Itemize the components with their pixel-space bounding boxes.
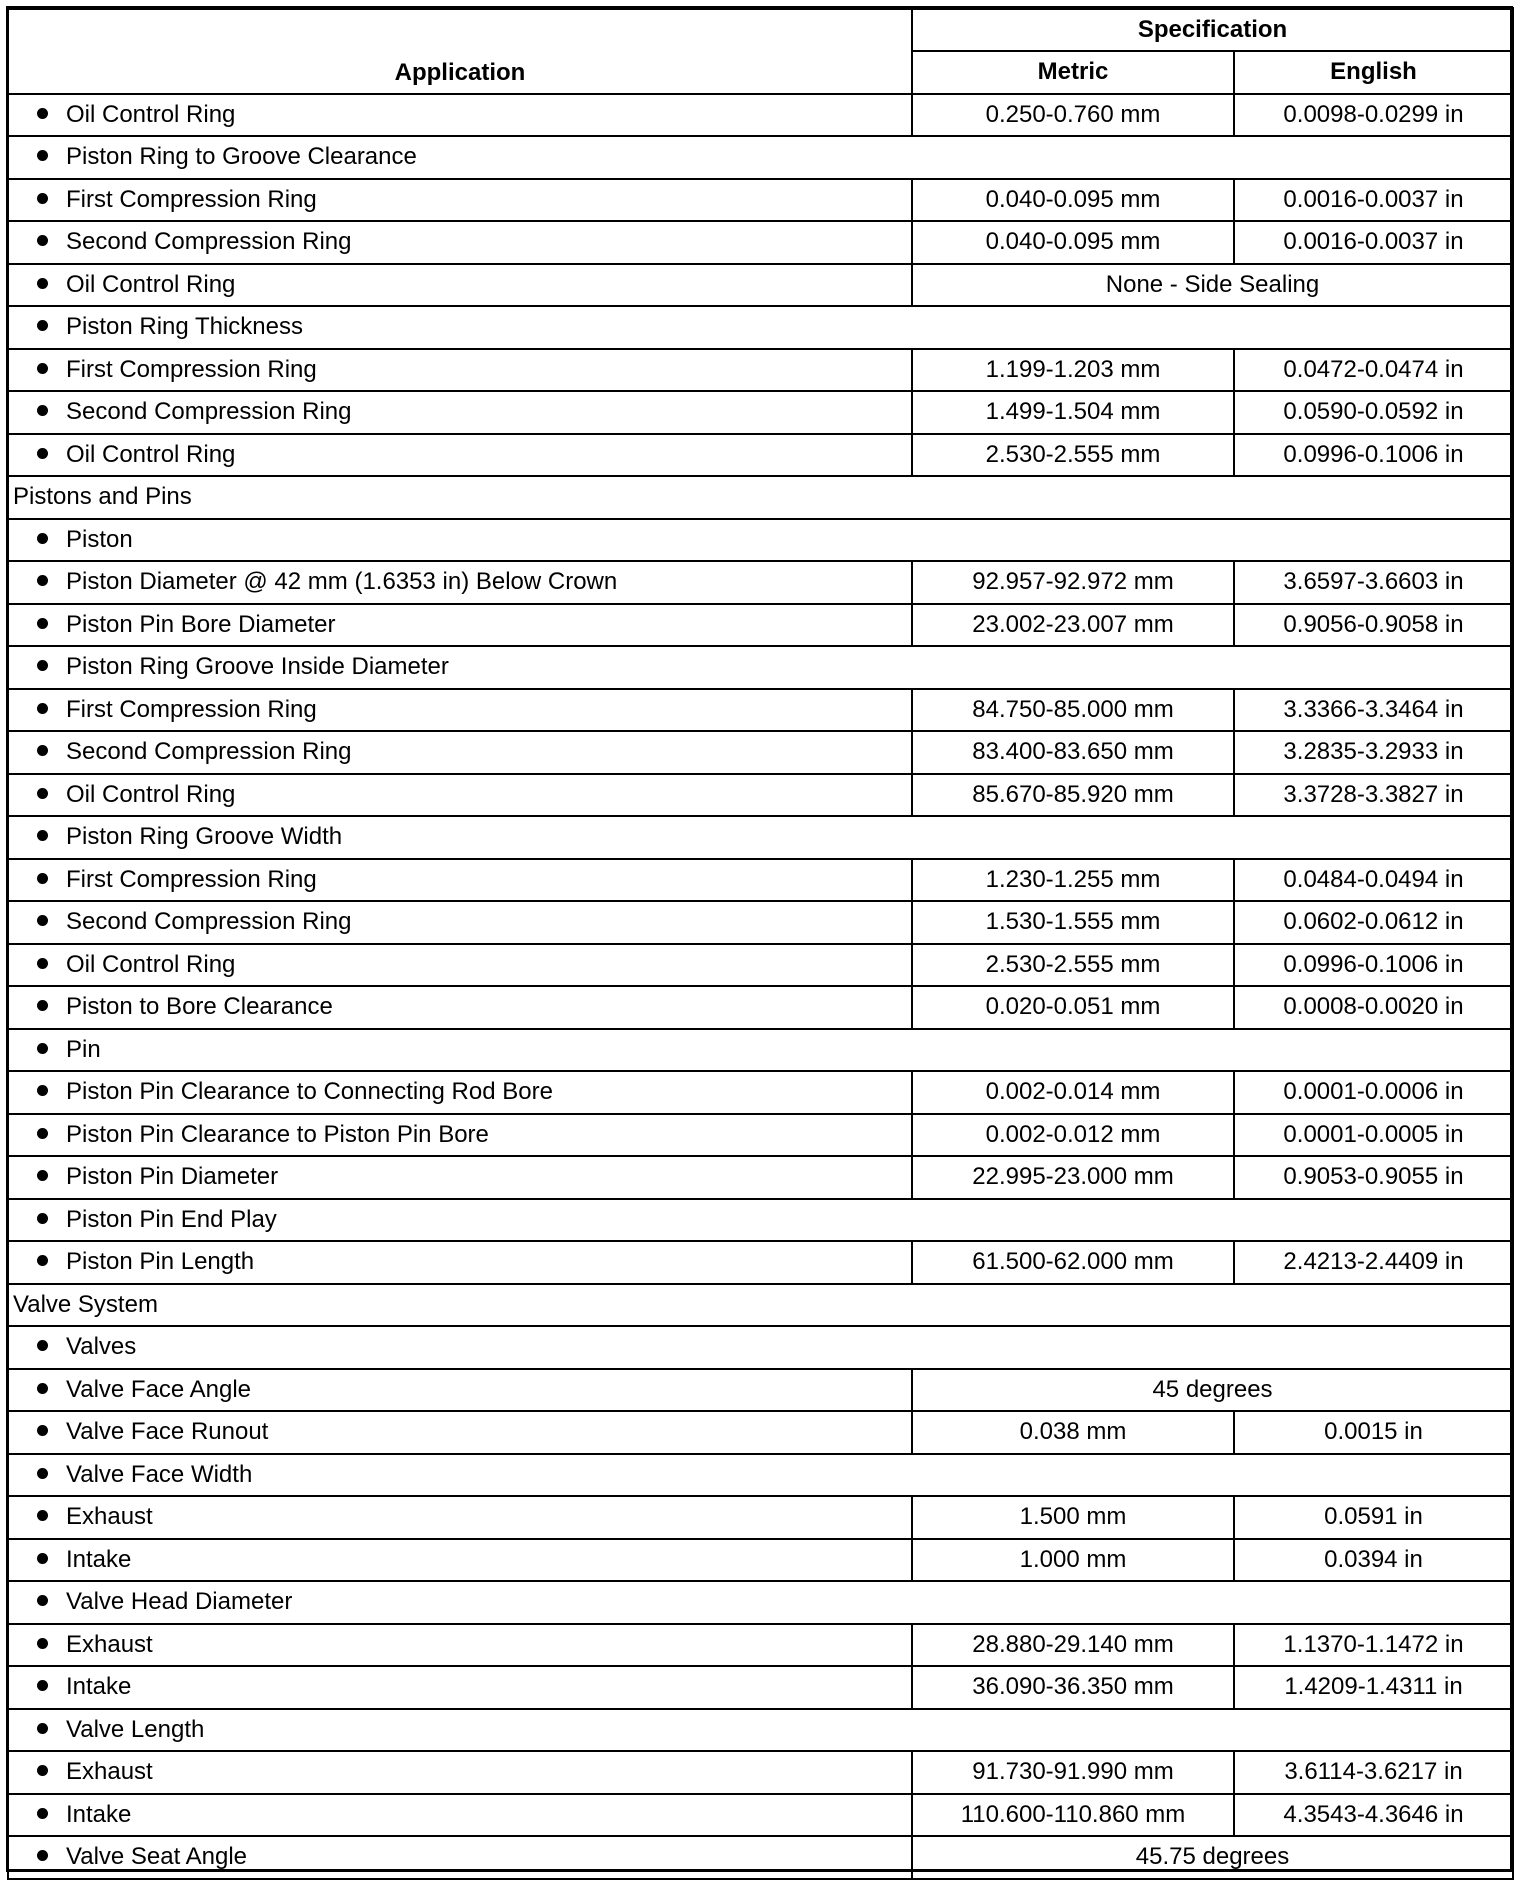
bullet-icon: [37, 1638, 48, 1649]
row-label: Valve System: [13, 1290, 158, 1318]
bullet-icon: [37, 1808, 48, 1819]
bullet-icon: [37, 1553, 48, 1564]
row-label: Valve Seat Angle: [66, 1843, 248, 1871]
row-label-cell: [8, 816, 1513, 859]
bullet-icon: [37, 660, 48, 671]
table-row: [8, 1709, 1513, 1752]
row-label: First Compression Ring: [66, 865, 317, 893]
metric-value: 36.090-36.350 mm: [912, 1666, 1234, 1709]
row-label: Piston Pin Bore Diameter: [66, 610, 336, 638]
bullet-icon: [37, 405, 48, 416]
table-row: [8, 1794, 1513, 1837]
bullet-icon: [37, 1765, 48, 1776]
metric-value: 1.500 mm: [912, 1496, 1234, 1539]
row-label-cell: [8, 94, 912, 137]
row-label-cell: [8, 1199, 1513, 1242]
table-row: [8, 1454, 1513, 1497]
row-label: Valves: [66, 1333, 137, 1361]
row-label: Oil Control Ring: [66, 950, 236, 978]
table-header: [8, 9, 1513, 94]
bullet-icon: [37, 915, 48, 926]
row-label-cell: [8, 1794, 912, 1837]
row-label: Piston Pin Clearance to Connecting Rod Bore: [66, 1078, 553, 1106]
bullet-icon: [37, 1723, 48, 1734]
metric-value: 1.000 mm: [912, 1539, 1234, 1582]
row-label: Pin: [66, 1035, 101, 1063]
row-label: Piston Pin Length: [66, 1248, 255, 1276]
table-row: [8, 731, 1513, 774]
row-label: Exhaust: [66, 1630, 153, 1658]
row-label-cell: [8, 1241, 912, 1284]
row-label-cell: [8, 1411, 912, 1454]
metric-value: 0.040-0.095 mm: [912, 221, 1234, 264]
metric-value: 2.530-2.555 mm: [912, 434, 1234, 477]
row-label-cell: [8, 1114, 912, 1157]
english-value: 3.3366-3.3464 in: [1234, 689, 1513, 732]
table-row: [8, 816, 1513, 859]
row-label-cell: [8, 604, 912, 647]
bullet-icon: [37, 788, 48, 799]
row-label-cell: [8, 1836, 912, 1879]
specification-table: [7, 7, 1514, 1880]
table-row: [8, 519, 1513, 562]
table-row: [8, 646, 1513, 689]
english-value: 0.0590-0.0592 in: [1234, 391, 1513, 434]
row-label: First Compression Ring: [66, 355, 317, 383]
table-row: [8, 1751, 1513, 1794]
row-label-cell: [8, 901, 912, 944]
row-label: Piston Pin Clearance to Piston Pin Bore: [66, 1120, 489, 1148]
metric-value: 1.499-1.504 mm: [912, 391, 1234, 434]
bullet-icon: [37, 958, 48, 969]
row-label-cell: [8, 1709, 1513, 1752]
table-row: [8, 1156, 1513, 1199]
row-label: Piston Pin Diameter: [66, 1163, 279, 1191]
english-value: 0.0472-0.0474 in: [1234, 349, 1513, 392]
row-label-cell: [8, 646, 1513, 689]
english-value: 0.0008-0.0020 in: [1234, 986, 1513, 1029]
table-row: [8, 774, 1513, 817]
bullet-icon: [37, 150, 48, 161]
row-label-cell: [8, 1156, 912, 1199]
table-row: [8, 689, 1513, 732]
table-row: [8, 901, 1513, 944]
metric-header: Metric: [912, 51, 1234, 94]
row-label-cell: [8, 859, 912, 902]
table-row: [8, 1326, 1513, 1369]
metric-value: 0.002-0.014 mm: [912, 1071, 1234, 1114]
row-label: Intake: [66, 1545, 132, 1573]
row-label: Valve Face Angle: [66, 1375, 252, 1403]
row-label-cell: [8, 434, 912, 477]
header-row-top: [8, 9, 1513, 52]
metric-value: 0.250-0.760 mm: [912, 94, 1234, 137]
table-row: [8, 349, 1513, 392]
bullet-icon: [37, 1680, 48, 1691]
english-value: 3.6597-3.6603 in: [1234, 561, 1513, 604]
metric-value: 0.040-0.095 mm: [912, 179, 1234, 222]
table-row: [8, 604, 1513, 647]
metric-value: 22.995-23.000 mm: [912, 1156, 1234, 1199]
table-row: [8, 136, 1513, 179]
table-row: [8, 1581, 1513, 1624]
english-value: 0.0098-0.0299 in: [1234, 94, 1513, 137]
row-label: Oil Control Ring: [66, 440, 236, 468]
row-label-cell: [8, 1539, 912, 1582]
table-body: [8, 94, 1513, 1879]
row-label-cell: [8, 1581, 1513, 1624]
bullet-icon: [37, 193, 48, 204]
row-label-cell: [8, 986, 912, 1029]
table-row: [8, 1241, 1513, 1284]
table-row: [8, 1624, 1513, 1667]
row-label-cell: [8, 1284, 1513, 1327]
english-value: 1.4209-1.4311 in: [1234, 1666, 1513, 1709]
table-row: [8, 859, 1513, 902]
english-value: 0.0394 in: [1234, 1539, 1513, 1582]
application-header: Application: [8, 9, 912, 94]
row-label-cell: [8, 731, 912, 774]
row-label: First Compression Ring: [66, 695, 317, 723]
row-label-cell: [8, 264, 912, 307]
row-label: Piston Pin End Play: [66, 1205, 277, 1233]
bullet-icon: [37, 533, 48, 544]
english-value: 2.4213-2.4409 in: [1234, 1241, 1513, 1284]
metric-value: 110.600-110.860 mm: [912, 1794, 1234, 1837]
bullet-icon: [37, 873, 48, 884]
row-label-cell: [8, 519, 1513, 562]
row-label: Exhaust: [66, 1758, 153, 1786]
bullet-icon: [37, 235, 48, 246]
row-label: Piston Diameter @ 42 mm (1.6353 in) Below Crown: [66, 568, 618, 596]
row-label: Oil Control Ring: [66, 780, 236, 808]
table-row: [8, 94, 1513, 137]
row-label: Piston to Bore Clearance: [66, 993, 333, 1021]
table-row: [8, 221, 1513, 264]
english-value: 3.2835-3.2933 in: [1234, 731, 1513, 774]
metric-value: 92.957-92.972 mm: [912, 561, 1234, 604]
specification-header: Specification: [912, 9, 1513, 52]
row-label: Oil Control Ring: [66, 100, 236, 128]
bullet-icon: [37, 1595, 48, 1606]
table-row: [8, 306, 1513, 349]
metric-value: 28.880-29.140 mm: [912, 1624, 1234, 1667]
english-value: 0.9056-0.9058 in: [1234, 604, 1513, 647]
bullet-icon: [37, 1128, 48, 1139]
bullet-icon: [37, 703, 48, 714]
section-row: [8, 1284, 1513, 1327]
table-row: [8, 264, 1513, 307]
row-label-cell: [8, 476, 1513, 519]
english-value: 0.0602-0.0612 in: [1234, 901, 1513, 944]
bullet-icon: [37, 278, 48, 289]
table-row: [8, 1114, 1513, 1157]
metric-value: 1.230-1.255 mm: [912, 859, 1234, 902]
row-label-cell: [8, 1666, 912, 1709]
row-label-cell: [8, 944, 912, 987]
row-label-cell: [8, 1369, 912, 1412]
english-header: English: [1234, 51, 1513, 94]
table-row: [8, 179, 1513, 222]
row-label-cell: [8, 774, 912, 817]
metric-value: 83.400-83.650 mm: [912, 731, 1234, 774]
metric-value: 23.002-23.007 mm: [912, 604, 1234, 647]
row-label: Piston: [66, 525, 133, 553]
english-value: 0.0015 in: [1234, 1411, 1513, 1454]
english-value: 1.1370-1.1472 in: [1234, 1624, 1513, 1667]
bullet-icon: [37, 1468, 48, 1479]
bullet-icon: [37, 1000, 48, 1011]
english-value: 0.0001-0.0005 in: [1234, 1114, 1513, 1157]
table-row: [8, 1199, 1513, 1242]
row-label-cell: [8, 561, 912, 604]
row-label-cell: [8, 391, 912, 434]
bullet-icon: [37, 1383, 48, 1394]
row-label-cell: [8, 179, 912, 222]
english-value: 0.0016-0.0037 in: [1234, 179, 1513, 222]
row-label: Valve Length: [66, 1715, 205, 1743]
merged-value: None - Side Sealing: [912, 264, 1513, 307]
english-value: 0.0001-0.0006 in: [1234, 1071, 1513, 1114]
english-value: 0.0484-0.0494 in: [1234, 859, 1513, 902]
bullet-icon: [37, 830, 48, 841]
table-row: [8, 986, 1513, 1029]
row-label: Second Compression Ring: [66, 228, 352, 256]
metric-value: 0.020-0.051 mm: [912, 986, 1234, 1029]
row-label-cell: [8, 306, 1513, 349]
bullet-icon: [37, 448, 48, 459]
english-value: 3.6114-3.6217 in: [1234, 1751, 1513, 1794]
bullet-icon: [37, 1340, 48, 1351]
bullet-icon: [37, 1085, 48, 1096]
bullet-icon: [37, 745, 48, 756]
row-label: Valve Face Runout: [66, 1418, 269, 1446]
english-value: 3.3728-3.3827 in: [1234, 774, 1513, 817]
table-row: [8, 1029, 1513, 1072]
table-row: [8, 1369, 1513, 1412]
metric-value: 0.038 mm: [912, 1411, 1234, 1454]
bullet-icon: [37, 1255, 48, 1266]
metric-value: 2.530-2.555 mm: [912, 944, 1234, 987]
row-label: Second Compression Ring: [66, 908, 352, 936]
merged-value: 45.75 degrees: [912, 1836, 1513, 1879]
bullet-icon: [37, 1213, 48, 1224]
table-row: [8, 391, 1513, 434]
english-value: 0.0591 in: [1234, 1496, 1513, 1539]
english-value: 0.0996-0.1006 in: [1234, 944, 1513, 987]
metric-value: 85.670-85.920 mm: [912, 774, 1234, 817]
row-label-cell: [8, 136, 1513, 179]
metric-value: 84.750-85.000 mm: [912, 689, 1234, 732]
bullet-icon: [37, 575, 48, 586]
row-label: Piston Ring Groove Inside Diameter: [66, 653, 449, 681]
row-label-cell: [8, 1326, 1513, 1369]
row-label: Exhaust: [66, 1503, 153, 1531]
table-row: [8, 944, 1513, 987]
metric-value: 0.002-0.012 mm: [912, 1114, 1234, 1157]
bullet-icon: [37, 108, 48, 119]
bullet-icon: [37, 1425, 48, 1436]
english-value: 0.9053-0.9055 in: [1234, 1156, 1513, 1199]
table-row: [8, 1836, 1513, 1879]
row-label: Pistons and Pins: [13, 483, 192, 511]
row-label-cell: [8, 1029, 1513, 1072]
merged-value: 45 degrees: [912, 1369, 1513, 1412]
table-row: [8, 1071, 1513, 1114]
row-label: Piston Ring Groove Width: [66, 823, 343, 851]
bullet-icon: [37, 618, 48, 629]
row-label: Piston Ring Thickness: [66, 313, 303, 341]
bullet-icon: [37, 1850, 48, 1861]
english-value: 0.0996-0.1006 in: [1234, 434, 1513, 477]
row-label-cell: [8, 1454, 1513, 1497]
bullet-icon: [37, 1043, 48, 1054]
row-label-cell: [8, 689, 912, 732]
table-row: [8, 1666, 1513, 1709]
metric-value: 91.730-91.990 mm: [912, 1751, 1234, 1794]
metric-value: 1.199-1.203 mm: [912, 349, 1234, 392]
row-label-cell: [8, 349, 912, 392]
table-row: [8, 1496, 1513, 1539]
row-label-cell: [8, 1496, 912, 1539]
english-value: 0.0016-0.0037 in: [1234, 221, 1513, 264]
row-label-cell: [8, 1751, 912, 1794]
row-label: Intake: [66, 1673, 132, 1701]
table-row: [8, 561, 1513, 604]
row-label: First Compression Ring: [66, 185, 317, 213]
row-label-cell: [8, 1624, 912, 1667]
section-row: [8, 476, 1513, 519]
metric-value: 61.500-62.000 mm: [912, 1241, 1234, 1284]
bullet-icon: [37, 1510, 48, 1521]
bullet-icon: [37, 363, 48, 374]
row-label: Valve Head Diameter: [66, 1588, 293, 1616]
bullet-icon: [37, 320, 48, 331]
row-label: Intake: [66, 1800, 132, 1828]
table-row: [8, 1411, 1513, 1454]
english-value: 4.3543-4.3646 in: [1234, 1794, 1513, 1837]
bullet-icon: [37, 1170, 48, 1181]
metric-value: 1.530-1.555 mm: [912, 901, 1234, 944]
row-label: Valve Face Width: [66, 1460, 253, 1488]
row-label-cell: [8, 221, 912, 264]
row-label: Piston Ring to Groove Clearance: [66, 143, 417, 171]
row-label: Oil Control Ring: [66, 270, 236, 298]
table-row: [8, 434, 1513, 477]
table-row: [8, 1539, 1513, 1582]
row-label: Second Compression Ring: [66, 398, 352, 426]
row-label: Second Compression Ring: [66, 738, 352, 766]
row-label-cell: [8, 1071, 912, 1114]
